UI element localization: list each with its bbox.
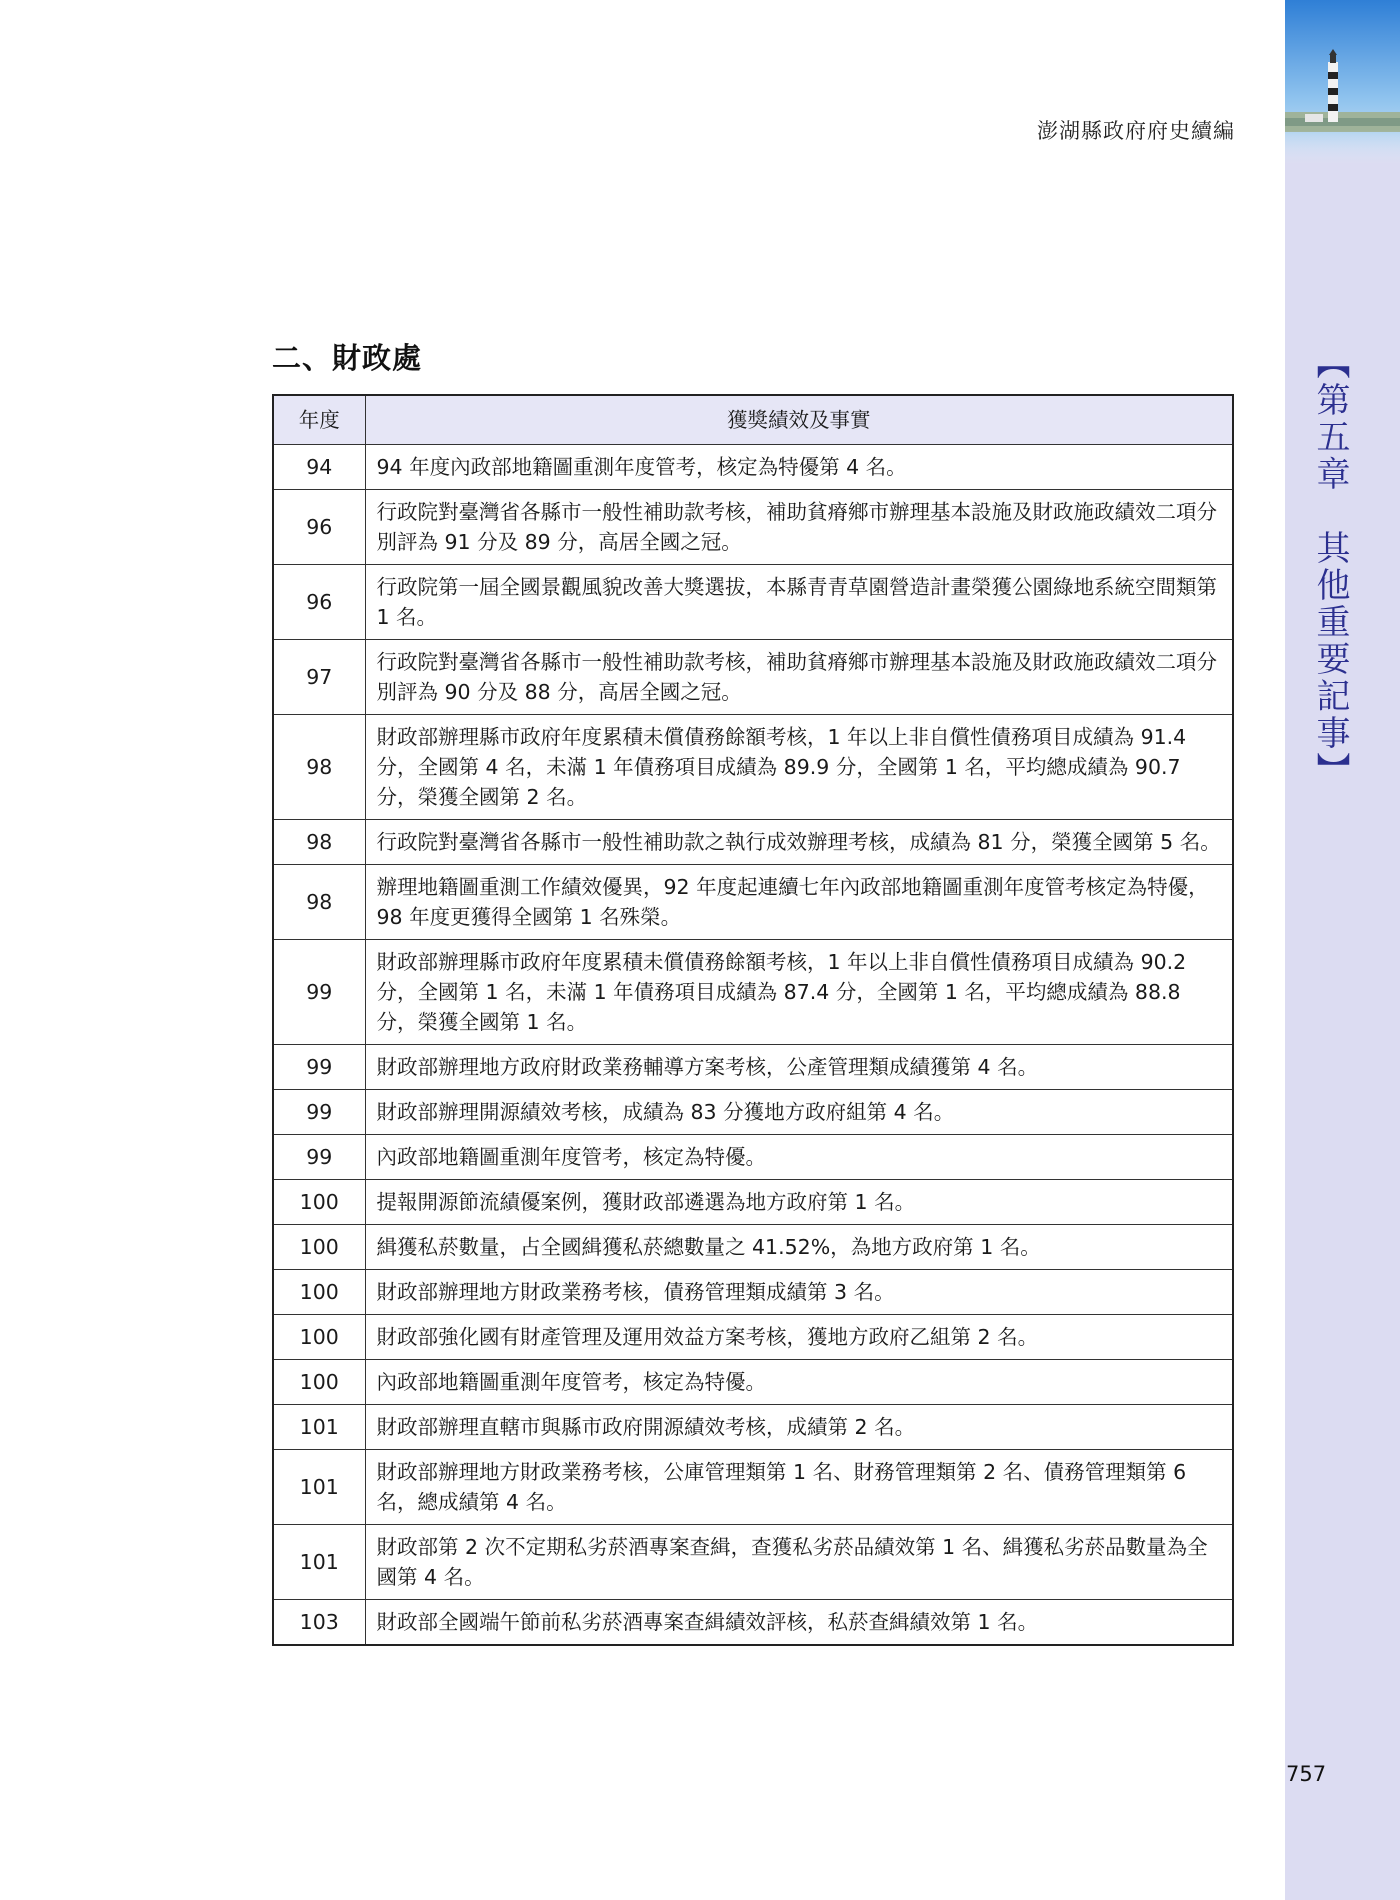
table-row bbox=[273, 1045, 1233, 1090]
year-cell: 101 bbox=[273, 1405, 365, 1450]
year-cell: 96 bbox=[273, 490, 365, 565]
table-row bbox=[273, 1180, 1233, 1225]
year-cell: 98 bbox=[273, 820, 365, 865]
lighthouse-photo-icon bbox=[1285, 0, 1400, 165]
award-description-cell: 行政院第一屆全國景觀風貌改善大獎選拔，本縣青青草園營造計畫榮獲公園綠地系統空間類第 1 名。 bbox=[365, 565, 1233, 640]
award-description-cell: 內政部地籍圖重測年度管考，核定為特優。 bbox=[365, 1135, 1233, 1180]
table-row bbox=[273, 1270, 1233, 1315]
table-row bbox=[273, 940, 1233, 1045]
award-description-cell: 94 年度內政部地籍圖重測年度管考，核定為特優第 4 名。 bbox=[365, 445, 1233, 490]
table-row bbox=[273, 445, 1233, 490]
table-row bbox=[273, 640, 1233, 715]
table-row bbox=[273, 490, 1233, 565]
year-cell: 100 bbox=[273, 1180, 365, 1225]
year-cell: 101 bbox=[273, 1525, 365, 1600]
chapter-label: 【第五章 其他重要記事】 bbox=[1310, 345, 1350, 789]
award-description-cell: 內政部地籍圖重測年度管考，核定為特優。 bbox=[365, 1360, 1233, 1405]
year-cell: 99 bbox=[273, 940, 365, 1045]
year-cell: 99 bbox=[273, 1090, 365, 1135]
award-description-cell: 財政部全國端午節前私劣菸酒專案查緝績效評核，私菸查緝績效第 1 名。 bbox=[365, 1600, 1233, 1646]
column-header-year: 年度 bbox=[273, 395, 365, 445]
table-row bbox=[273, 820, 1233, 865]
award-description-cell: 財政部辦理縣市政府年度累積未償債務餘額考核，1 年以上非自償性債務項目成績為 90.2 分，全國第 1 名，未滿 1 年債務項目成績為 87.4 分，全國第 1 名，平均總成績為 88.8 分，榮獲全國第 1 名。 bbox=[365, 940, 1233, 1045]
header-title: 澎湖縣政府府史續編 bbox=[1037, 119, 1235, 143]
year-cell: 94 bbox=[273, 445, 365, 490]
table-row bbox=[273, 1525, 1233, 1600]
award-description-cell: 緝獲私菸數量，占全國緝獲私菸總數量之 41.52%，為地方政府第 1 名。 bbox=[365, 1225, 1233, 1270]
table-row bbox=[273, 1090, 1233, 1135]
award-description-cell: 行政院對臺灣省各縣市一般性補助款之執行成效辦理考核，成績為 81 分，榮獲全國第 5 名。 bbox=[365, 820, 1233, 865]
table-row bbox=[273, 865, 1233, 940]
year-cell: 100 bbox=[273, 1360, 365, 1405]
award-description-cell: 財政部辦理開源績效考核，成績為 83 分獲地方政府組第 4 名。 bbox=[365, 1090, 1233, 1135]
award-description-cell: 行政院對臺灣省各縣市一般性補助款考核，補助貧瘠鄉市辦理基本設施及財政施政績效二項分別評為 90 分及 88 分，高居全國之冠。 bbox=[365, 640, 1233, 715]
year-cell: 103 bbox=[273, 1600, 365, 1646]
year-cell: 96 bbox=[273, 565, 365, 640]
year-cell: 98 bbox=[273, 865, 365, 940]
year-cell: 99 bbox=[273, 1045, 365, 1090]
awards-table-container bbox=[272, 394, 1234, 1646]
award-description-cell: 財政部強化國有財產管理及運用效益方案考核，獲地方政府乙組第 2 名。 bbox=[365, 1315, 1233, 1360]
award-description-cell: 辦理地籍圖重測工作績效優異，92 年度起連續七年內政部地籍圖重測年度管考核定為特優，98 年度更獲得全國第 1 名殊榮。 bbox=[365, 865, 1233, 940]
year-cell: 101 bbox=[273, 1450, 365, 1525]
table-row bbox=[273, 1225, 1233, 1270]
award-description-cell: 財政部辦理地方財政業務考核，公庫管理類第 1 名、財務管理類第 2 名、債務管理類第 6 名，總成績第 4 名。 bbox=[365, 1450, 1233, 1525]
table-row bbox=[273, 1405, 1233, 1450]
table-row bbox=[273, 565, 1233, 640]
award-description-cell: 財政部第 2 次不定期私劣菸酒專案查緝，查獲私劣菸品績效第 1 名、緝獲私劣菸品數量為全國第 4 名。 bbox=[365, 1525, 1233, 1600]
awards-table bbox=[272, 394, 1234, 1646]
table-header-row bbox=[273, 395, 1233, 445]
column-header-description: 獲獎績效及事實 bbox=[365, 395, 1233, 445]
page-number: 757 bbox=[1286, 1762, 1327, 1786]
table-row bbox=[273, 1450, 1233, 1525]
year-cell: 97 bbox=[273, 640, 365, 715]
award-description-cell: 財政部辦理地方財政業務考核，債務管理類成績第 3 名。 bbox=[365, 1270, 1233, 1315]
award-description-cell: 提報開源節流績優案例，獲財政部遴選為地方政府第 1 名。 bbox=[365, 1180, 1233, 1225]
section-heading: 二、財政處 bbox=[272, 341, 423, 375]
side-band bbox=[1285, 0, 1400, 1900]
award-description-cell: 財政部辦理地方政府財政業務輔導方案考核，公產管理類成績獲第 4 名。 bbox=[365, 1045, 1233, 1090]
award-description-cell: 財政部辦理縣市政府年度累積未償債務餘額考核，1 年以上非自償性債務項目成績為 91.4 分，全國第 4 名，未滿 1 年債務項目成績為 89.9 分，全國第 1 名，平均總成績為 90.7 分，榮獲全國第 2 名。 bbox=[365, 715, 1233, 820]
year-cell: 98 bbox=[273, 715, 365, 820]
table-row bbox=[273, 1135, 1233, 1180]
table-row bbox=[273, 1600, 1233, 1646]
year-cell: 100 bbox=[273, 1270, 365, 1315]
lighthouse-photo bbox=[1285, 0, 1400, 165]
year-cell: 100 bbox=[273, 1315, 365, 1360]
award-description-cell: 財政部辦理直轄市與縣市政府開源績效考核，成績第 2 名。 bbox=[365, 1405, 1233, 1450]
year-cell: 99 bbox=[273, 1135, 365, 1180]
table-row bbox=[273, 1315, 1233, 1360]
award-description-cell: 行政院對臺灣省各縣市一般性補助款考核，補助貧瘠鄉市辦理基本設施及財政施政績效二項分別評為 91 分及 89 分，高居全國之冠。 bbox=[365, 490, 1233, 565]
year-cell: 100 bbox=[273, 1225, 365, 1270]
table-row bbox=[273, 715, 1233, 820]
table-row bbox=[273, 1360, 1233, 1405]
